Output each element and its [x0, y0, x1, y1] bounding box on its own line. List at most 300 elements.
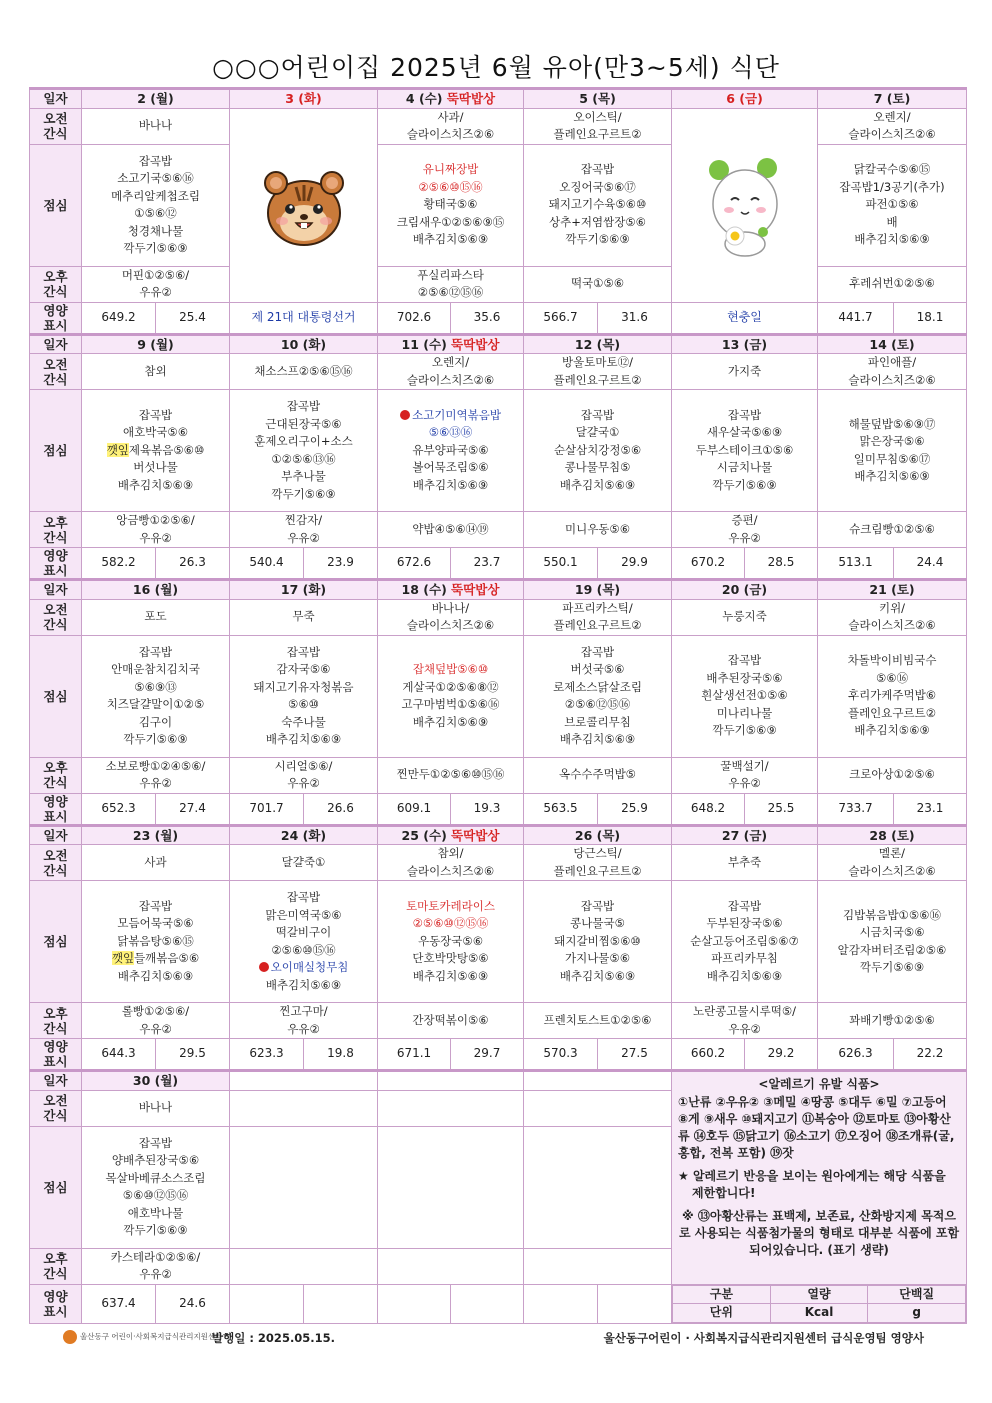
day-header [230, 580, 378, 600]
afternoon-snack [524, 1003, 672, 1039]
day-date: 4 (수) [405, 91, 443, 106]
morning-snack [524, 108, 672, 144]
protein-g: 29.2 [745, 1039, 818, 1071]
center-logo [63, 1330, 222, 1344]
lunch-item-line: 미나리나물 [716, 705, 773, 720]
lunch-item-line: 김밥볶음밥①⑤⑥⑯ [843, 907, 941, 922]
lunch-item-line: ①②⑤⑥⑬⑯ [271, 451, 336, 466]
unit-table [672, 1285, 966, 1323]
protein-g: 27.4 [156, 793, 230, 825]
lunch-item-line [84, 442, 227, 460]
lunch-item-line: 잡곡밥 [138, 644, 173, 659]
morning-snack [378, 599, 524, 635]
afternoon-snack-line: 우유② [139, 1267, 172, 1281]
lunch-item-line: 배추김치⑤⑥⑨ [854, 723, 930, 738]
energy-kcal: 670.2 [672, 548, 745, 580]
lunch-item-line: 메추리알케첩조림 [111, 188, 200, 203]
row-label-lunch: 점심 [30, 635, 82, 757]
row-label-morning: 오전 간식 [30, 108, 82, 144]
row-label-lunch: 점심 [30, 1126, 82, 1248]
afternoon-snack-line: 옥수수주먹밥⑤ [559, 767, 636, 782]
row-label-morning: 오전 간식 [30, 1090, 82, 1126]
morning-snack-line: 무죽 [292, 609, 315, 624]
morning-snack-line: 플레인요구르트② [553, 863, 642, 878]
afternoon-snack-line: 꽈배기빵①②⑤⑥ [849, 1012, 935, 1027]
morning-snack [82, 1090, 230, 1126]
issue-date: 발행일 : 2025.05.15. [212, 1331, 336, 1345]
afternoon-snack [818, 1003, 967, 1039]
morning-snack-line: 플레인요구르트② [553, 127, 642, 141]
row-label-morning: 오전 간식 [30, 599, 82, 635]
morning-snack [378, 108, 524, 144]
lunch-item-line: 배추된장국⑤⑥ [706, 670, 783, 685]
afternoon-snack-line: 프렌치토스트①②⑤⑥ [543, 1012, 652, 1027]
morning-snack-line: 사과/ [437, 109, 464, 124]
afternoon-snack [672, 757, 818, 793]
afternoon-snack-line: 우유② [139, 776, 172, 790]
morning-snack-line: 슬라이스치즈②⑥ [406, 863, 495, 878]
protein-g: 19.8 [304, 1039, 378, 1071]
special-meal-tag: 뚝딱밥상 [446, 91, 496, 106]
afternoon-snack [82, 1003, 230, 1039]
day-date: 16 (월) [132, 582, 179, 597]
lunch-item-line: ②⑤⑥⑩⑮⑯ [418, 179, 483, 194]
afternoon-snack-line: 간장떡볶이⑤⑥ [412, 1012, 489, 1027]
lunch-item-line: 떡갈비구이 [275, 925, 332, 939]
lunch-item-line: 잡곡밥 [580, 162, 615, 177]
row-label-afternoon: 오후 간식 [30, 266, 82, 302]
afternoon-snack-line: 미니우동⑤⑥ [564, 521, 631, 536]
day-date: 20 (금) [721, 582, 768, 597]
lunch-item-line: 깍두기⑤⑥⑨ [123, 241, 188, 255]
afternoon-snack [672, 512, 818, 548]
lunch-item-line: 청경채나물 [127, 223, 184, 238]
morning-snack-line: 오렌지/ [431, 355, 470, 369]
lunch-item-line: 콩나물국⑤ [570, 916, 625, 931]
lunch-item-line: 잡곡밥 [727, 653, 762, 668]
morning-snack [672, 845, 818, 881]
lunch-menu [82, 390, 230, 512]
morning-snack-line: 플레인요구르트② [553, 372, 642, 387]
lunch-item-line: 배추김치⑤⑥⑨ [412, 968, 489, 983]
energy-kcal: 702.6 [378, 302, 451, 334]
day-date: 19 (목) [574, 582, 621, 597]
week-1-row-morning [30, 108, 967, 144]
lunch-item-line: 콩나물무침⑤ [564, 460, 631, 475]
day-date: 18 (수) [401, 582, 447, 597]
lunch-item-line: 깍두기⑤⑥⑨ [271, 486, 336, 501]
lunch-item-line: 돼지고기수육⑤⑥⑩ [548, 197, 647, 212]
lunch-item-line: 흰살생선전①⑤⑥ [701, 688, 788, 703]
lunch-item-line: 잡곡밥 [727, 898, 762, 913]
afternoon-snack-line: 카스테라①②⑤⑥/ [110, 1249, 201, 1264]
protein-g: 35.6 [451, 302, 524, 334]
lunch-item-line: 돼지고기유자청볶음 [253, 679, 354, 694]
afternoon-snack-line: 약밥④⑤⑥⑭⑲ [412, 521, 489, 536]
week-5-row-date [30, 1071, 967, 1091]
day-date: 11 (수) [401, 336, 447, 352]
morning-snack [230, 845, 378, 881]
lunch-menu [82, 635, 230, 757]
day-header [82, 1071, 230, 1091]
morning-snack-line: 누룽지죽 [722, 609, 767, 624]
empty-cell [304, 1284, 378, 1323]
afternoon-snack [818, 512, 967, 548]
morning-snack [82, 108, 230, 144]
lunch-item-line: 잡곡밥 [286, 890, 321, 904]
day-date: 27 (금) [721, 827, 768, 843]
day-date: 28 (토) [869, 827, 915, 843]
day-header [818, 580, 967, 600]
row-label-date: 일자 [30, 580, 82, 600]
afternoon-snack [818, 266, 967, 302]
lunch-menu [82, 881, 230, 1003]
lunch-item-line: 닭볶음탕⑤⑥⑮ [117, 933, 194, 948]
energy-kcal: 637.4 [82, 1284, 156, 1323]
afternoon-snack-line: 푸실리파스타 [417, 267, 484, 282]
lunch-item-line: 잡곡밥 [138, 898, 173, 913]
afternoon-snack-line: 우유② [287, 776, 320, 790]
morning-snack-line: 부추죽 [727, 854, 762, 869]
row-label-nutrition: 영양 표시 [30, 548, 82, 580]
lunch-menu [82, 1126, 230, 1248]
lunch-menu [524, 881, 672, 1003]
allergy-info [672, 1071, 967, 1285]
empty-cell [524, 1090, 672, 1126]
afternoon-snack [230, 757, 378, 793]
empty-cell [524, 1126, 672, 1248]
afternoon-snack-line: 우유② [139, 285, 172, 299]
morning-snack [82, 845, 230, 881]
afternoon-snack-line: 우유② [728, 1021, 761, 1036]
lunch-item-line: 애호박국⑤⑥ [122, 425, 189, 440]
ingredient-rest: 제육볶음⑤⑥⑩ [128, 442, 205, 457]
lunch-item-line: 잡곡밥 [138, 1135, 173, 1150]
day-date: 9 (월) [137, 336, 174, 352]
morning-snack [378, 354, 524, 390]
highlighted-ingredient: 깻잎 [106, 442, 129, 457]
lunch-item-line: 배추김치⑤⑥⑨ [265, 977, 342, 992]
protein-g: 22.2 [894, 1039, 967, 1071]
lunch-item-line: 해물덮밥⑤⑥⑨⑰ [848, 416, 936, 431]
afternoon-snack-line: 크로아상①②⑤⑥ [849, 767, 935, 782]
lunch-menu [378, 390, 524, 512]
protein-g: 26.6 [304, 793, 378, 825]
day-header [672, 89, 818, 109]
row-label-date: 일자 [30, 334, 82, 354]
morning-snack [672, 354, 818, 390]
empty-cell [524, 1071, 672, 1091]
holiday-name: 제 21대 대통령선거 [230, 302, 378, 334]
lunch-menu [672, 390, 818, 512]
lunch-item-line: 숙주나물 [281, 714, 326, 729]
morning-snack [378, 845, 524, 881]
lunch-item-line: 크림새우①②⑤⑥⑨⑮ [396, 214, 505, 229]
lunch-item-line: 가지나물⑤⑥ [564, 951, 631, 966]
lunch-menu [818, 881, 967, 1003]
lunch-item-line: 잡곡밥 [286, 399, 321, 413]
lunch-item-line: 훈제오리구이+소스 [254, 434, 353, 448]
day-header [82, 580, 230, 600]
lunch-item-line: 유니짜장밥 [422, 162, 479, 177]
week-4-row-morning [30, 845, 967, 881]
row-label-nutrition: 영양 표시 [30, 1039, 82, 1071]
protein-g: 27.5 [598, 1039, 672, 1071]
organization: 울산동구어린이 · 사회복지급식관리지원센터 급식운영팀 영양사 [603, 1331, 924, 1345]
lunch-item-line: 감자국⑤⑥ [276, 662, 331, 676]
lunch-item-line: 배추김치⑤⑥⑨ [706, 968, 783, 983]
lunch-item-line: ②⑤⑥⑫⑮⑯ [564, 697, 631, 711]
afternoon-snack [672, 1003, 818, 1039]
week-1-row-date [30, 89, 967, 109]
day-date: 21 (토) [869, 582, 915, 597]
lunch-item-line: 토마토카레라이스 [406, 898, 495, 913]
afternoon-snack-line: 머핀①②⑤⑥/ [121, 267, 190, 282]
day-date: 12 (목) [574, 336, 621, 352]
morning-snack-line: 슬라이스치즈②⑥ [848, 863, 936, 878]
protein-g: 23.9 [304, 548, 378, 580]
morning-snack-line: 슬라이스치즈②⑥ [406, 372, 495, 387]
lunch-menu [524, 144, 672, 266]
unit-head-1: 열량 [770, 1285, 868, 1304]
energy-kcal: 623.3 [230, 1039, 304, 1071]
day-header [82, 825, 230, 845]
special-meal-tag: 뚝딱밥상 [451, 336, 500, 352]
allergy-list: ①난류 ②우유② ③메밀 ④땅콩 ⑤대두 ⑥밀 ⑦고등어 ⑧게 ⑨새우 ⑩돼지고기 ⑪복숭아 ⑫토마토 ⑬아황산류 ⑭호두 ⑮닭고기 ⑯소고기 ⑰오징어 ⑱조개류(굴, 홍합, 전복 포함) ⑲잣 [678, 1095, 955, 1160]
afternoon-snack-line: 우유② [728, 776, 761, 790]
day-header [672, 580, 818, 600]
morning-snack-line: 방울토마토⑫/ [562, 355, 633, 369]
empty-cell [230, 1071, 378, 1091]
afternoon-snack [378, 757, 524, 793]
lunch-item-line: 모듬어묵국⑤⑥ [117, 916, 194, 931]
morning-snack-line: 채소스프②⑤⑥⑮⑯ [254, 363, 353, 378]
week-1-row-afternoon [30, 266, 967, 302]
special-menu-badge-icon [259, 962, 269, 972]
lunch-item-line: 우동장국⑤⑥ [417, 933, 484, 948]
lunch-item-line: 잡곡밥 [138, 153, 173, 168]
lunch-item-line: 잡곡밥 [580, 898, 615, 913]
unit-row-0: 단위 [673, 1304, 771, 1323]
day-date: 26 (목) [574, 827, 621, 843]
morning-snack-line: 키위/ [878, 600, 906, 615]
energy-kcal: 644.3 [82, 1039, 156, 1071]
day-header [378, 89, 524, 109]
lunch-item-line: 배추김치⑤⑥⑨ [854, 469, 930, 483]
empty-cell [378, 1071, 524, 1091]
afternoon-snack [230, 1003, 378, 1039]
lunch-item-line: 소고기국⑤⑥⑯ [117, 171, 194, 185]
lunch-item-line: 새우살국⑤⑥⑨ [706, 425, 783, 440]
week-3-row-nutrition [30, 793, 967, 825]
lunch-item-line: 김구이 [138, 714, 173, 729]
lunch-item-line: 잡채덮밥⑤⑥⑩ [412, 662, 489, 676]
row-label-nutrition: 영양 표시 [30, 793, 82, 825]
holiday-illustration [230, 108, 378, 302]
afternoon-snack-line: 시리얼⑤⑥/ [274, 758, 333, 773]
lunch-item-line: 잡곡밥1/3공기(추가) [839, 179, 945, 194]
morning-snack-line: 슬라이스치즈②⑥ [848, 618, 936, 632]
lunch-item-line: 근대된장국⑤⑥ [265, 416, 342, 431]
lunch-item-line: 후리가케주먹밥⑥ [847, 688, 937, 703]
row-label-morning: 오전 간식 [30, 845, 82, 881]
lunch-item-line: 파전①⑤⑥ [865, 197, 919, 212]
lunch-item-line: 양배추된장국⑤⑥ [111, 1153, 200, 1167]
lunch-item-line: ②⑤⑥⑩⑮⑯ [271, 942, 336, 957]
morning-snack-line: 파인애플/ [867, 355, 917, 369]
unit-head-0: 구분 [673, 1285, 771, 1304]
special-meal-tag: 뚝딱밥상 [451, 827, 500, 843]
morning-snack [524, 599, 672, 635]
unit-row-1: Kcal [770, 1304, 868, 1323]
energy-kcal: 513.1 [818, 548, 894, 580]
row-label-afternoon: 오후 간식 [30, 757, 82, 793]
row-label-afternoon: 오후 간식 [30, 1003, 82, 1039]
day-header [82, 334, 230, 354]
lunch-item-line: 애호박나물 [127, 1205, 184, 1220]
lunch-item-line: 고구마범벅①⑤⑥⑯ [401, 697, 500, 711]
ingredient-rest: 들깨볶음⑤⑥ [134, 951, 200, 966]
lunch-item-line: 닭칼국수⑤⑥⑮ [853, 162, 931, 177]
lunch-item-line: ⑤⑥⑯ [875, 670, 909, 685]
protein-g: 29.7 [451, 1039, 524, 1071]
afternoon-snack-line: 찐감자/ [284, 513, 323, 527]
lunch-menu [82, 144, 230, 266]
day-date: 7 (토) [873, 91, 911, 106]
afternoon-snack-line: 증편/ [731, 513, 758, 527]
energy-kcal: 648.2 [672, 793, 745, 825]
day-date: 6 (금) [726, 91, 763, 106]
afternoon-snack-line: 소보로빵①②④⑤⑥/ [105, 758, 206, 773]
day-date: 2 (월) [137, 91, 174, 106]
allergy-title: <알레르기 유발 식품> [758, 1077, 880, 1091]
row-label-lunch: 점심 [30, 144, 82, 266]
lunch-item-line: 버섯국⑤⑥ [570, 662, 625, 676]
lunch-item-line: 달걀국① [575, 425, 620, 440]
empty-cell [524, 1248, 672, 1284]
lunch-item-line: 알감자버터조림②⑤⑥ [837, 942, 947, 957]
unit-table-cell [672, 1284, 967, 1323]
lunch-item-line: 배 [886, 214, 898, 229]
afternoon-snack-line: 후레쉬번①②⑤⑥ [849, 276, 935, 291]
day-header [230, 825, 378, 845]
lunch-item-line: ⑤⑥⑩ [288, 697, 319, 711]
morning-snack-line: 참외 [144, 363, 167, 378]
protein-g: 24.4 [894, 548, 967, 580]
lunch-item-line: 순살삼치강정⑤⑥ [553, 442, 642, 457]
morning-snack-line: 사과 [144, 854, 167, 869]
afternoon-snack [230, 512, 378, 548]
lunch-item-line: 부추나물 [281, 469, 326, 483]
special-menu-badge-icon [400, 410, 410, 420]
holiday-name: 현충일 [672, 302, 818, 334]
lunch-item-line: 깍두기⑤⑥⑨ [712, 723, 777, 738]
lunch-item-line: 잡곡밥 [580, 407, 615, 422]
energy-kcal: 609.1 [378, 793, 451, 825]
afternoon-snack-line: 롤빵①②⑤⑥/ [121, 1004, 190, 1018]
lunch-item-line: 배추김치⑤⑥⑨ [412, 232, 489, 247]
morning-snack-line: 바나나 [138, 118, 173, 133]
lunch-item-line: 버섯나물 [133, 460, 178, 475]
morning-snack-line: 오이스틱/ [573, 109, 622, 124]
morning-snack-line: 당근스틱/ [573, 846, 622, 860]
holiday-illustration [672, 108, 818, 302]
lunch-item-line: 시금치나물 [716, 460, 773, 475]
center-logo-icon [63, 1330, 77, 1344]
menu-table [29, 87, 967, 1324]
lunch-item-line: 볼어묵조림⑤⑥ [412, 460, 489, 475]
lunch-item-line: ⑤⑥⑬⑯ [428, 425, 473, 440]
empty-cell [598, 1284, 672, 1323]
lunch-item-line: 오이매실청무침 [232, 959, 375, 977]
row-label-afternoon: 오후 간식 [30, 1248, 82, 1284]
afternoon-snack-line: 우유② [139, 1021, 172, 1036]
afternoon-snack [378, 1003, 524, 1039]
day-date: 13 (금) [721, 336, 768, 352]
lunch-item-line: 배추김치⑤⑥⑨ [559, 477, 636, 492]
energy-kcal: 671.1 [378, 1039, 451, 1071]
day-header [818, 89, 967, 109]
week-3-row-date [30, 580, 967, 600]
lunch-item-line: 배추김치⑤⑥⑨ [412, 714, 489, 729]
protein-g: 24.6 [156, 1284, 230, 1323]
morning-snack [818, 845, 967, 881]
lunch-item-line: 잡곡밥 [727, 407, 762, 422]
lunch-menu [378, 144, 524, 266]
lunch-item-line: 게살국①②⑤⑥⑧⑫ [402, 679, 499, 694]
lunch-menu [818, 390, 967, 512]
protein-g: 19.3 [451, 793, 524, 825]
day-date: 14 (토) [869, 336, 915, 352]
energy-kcal: 626.3 [818, 1039, 894, 1071]
rice-mascot-icon [701, 150, 789, 260]
day-header [378, 580, 524, 600]
lunch-item-line [84, 950, 227, 968]
lunch-menu [818, 144, 967, 266]
morning-snack [818, 354, 967, 390]
lunch-item-line: 차돌박이비빔국수 [847, 653, 937, 668]
week-4-row-nutrition [30, 1039, 967, 1071]
afternoon-snack-line: 찐만두①②⑤⑥⑩⑮⑯ [396, 767, 505, 782]
row-label-nutrition: 영양 표시 [30, 1284, 82, 1323]
afternoon-snack-line: 찐고구마/ [279, 1004, 328, 1018]
lunch-item-line: 오징어국⑤⑥⑰ [559, 179, 636, 194]
morning-snack-line: 바나나 [138, 1100, 173, 1115]
day-header [378, 825, 524, 845]
empty-cell [230, 1090, 378, 1126]
day-date: 23 (월) [132, 827, 179, 843]
day-date: 30 (월) [132, 1073, 179, 1088]
week-4-row-afternoon [30, 1003, 967, 1039]
lunch-menu [230, 390, 378, 512]
week-4-row-date [30, 825, 967, 845]
page-title: ○○○어린이집 2025년 6월 유아(만3~5세) 식단 [212, 53, 780, 82]
highlighted-ingredient: 깻잎 [111, 951, 135, 966]
week-3-row-lunch [30, 635, 967, 757]
afternoon-snack-line: 우유② [728, 530, 761, 545]
day-header [82, 89, 230, 109]
day-header [524, 334, 672, 354]
energy-kcal: 660.2 [672, 1039, 745, 1071]
lunch-menu [378, 635, 524, 757]
energy-kcal: 652.3 [82, 793, 156, 825]
footer [0, 1328, 992, 1348]
day-date: 5 (목) [579, 91, 616, 106]
lunch-item-line: 유부양파국⑤⑥ [412, 442, 489, 457]
unit-row-2: g [868, 1304, 966, 1323]
energy-kcal: 733.7 [818, 793, 894, 825]
lunch-item-line: 깍두기⑤⑥⑨ [123, 732, 188, 746]
